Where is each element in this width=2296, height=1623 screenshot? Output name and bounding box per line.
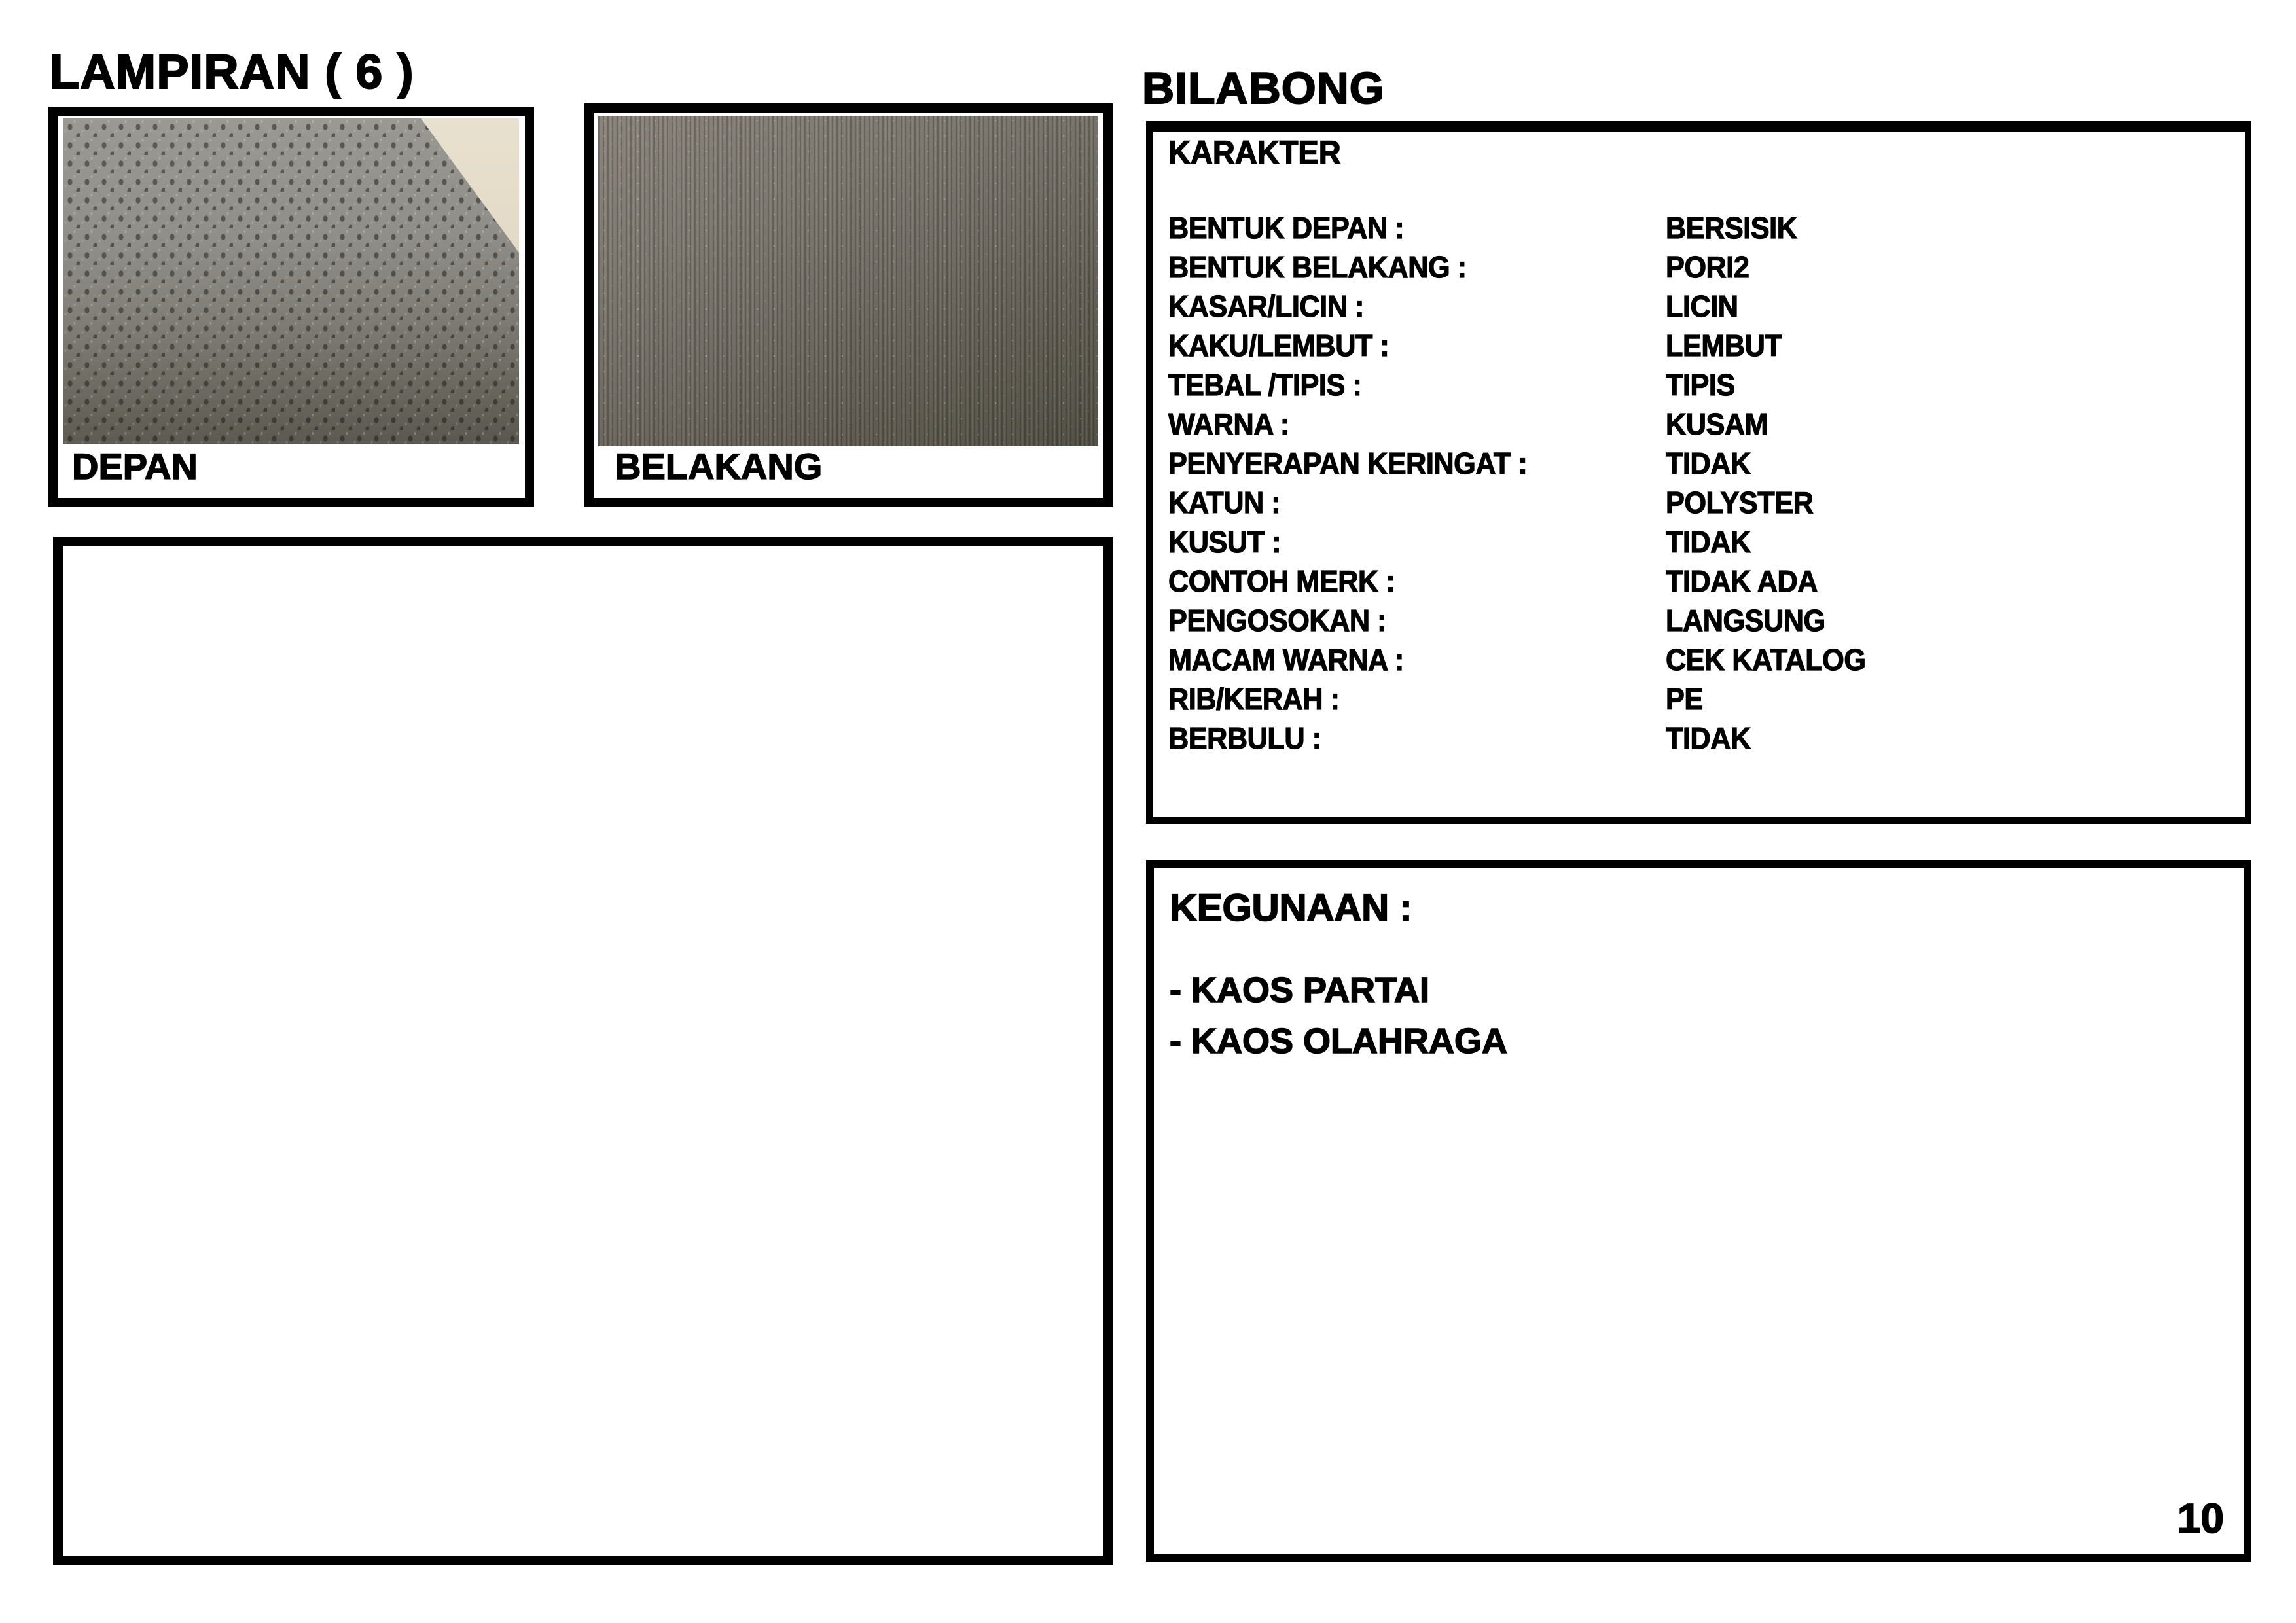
karakter-row-label: BENTUK BELAKANG :: [1168, 250, 1467, 284]
lampiran-title: LAMPIRAN ( 6 ): [50, 45, 414, 99]
karakter-row-value: TIDAK ADA: [1666, 564, 1818, 598]
karakter-row-label: KATUN :: [1168, 486, 1281, 520]
karakter-heading: KARAKTER: [1168, 134, 1341, 171]
back-photo-label: BELAKANG: [615, 446, 823, 487]
karakter-row-label: TEBAL /TIPIS :: [1168, 368, 1362, 402]
karakter-row: [1168, 679, 2238, 719]
karakter-row: [1168, 640, 2238, 679]
karakter-row-value: LANGSUNG: [1666, 603, 1825, 637]
karakter-row-label: MACAM WARNA :: [1168, 643, 1404, 677]
karakter-row-value: KUSAM: [1666, 407, 1768, 441]
empty-notes-box: [53, 537, 1113, 1565]
karakter-row-value: TIDAK: [1666, 721, 1751, 755]
back-fabric-photo-frame: [584, 103, 1113, 507]
karakter-row: [1168, 522, 2238, 562]
karakter-row-value: CEK KATALOG: [1666, 643, 1866, 677]
karakter-row-label: PENGOSOKAN :: [1168, 603, 1387, 637]
karakter-row: [1168, 365, 2238, 404]
karakter-row: [1168, 208, 2238, 247]
front-fabric-photo-frame: [48, 107, 534, 507]
karakter-row-label: BENTUK DEPAN :: [1168, 211, 1405, 245]
karakter-row-label: KASAR/LICIN :: [1168, 289, 1364, 323]
karakter-row: [1168, 719, 2238, 758]
karakter-row-value: PE: [1666, 682, 1703, 716]
kegunaan-heading: KEGUNAAN :: [1170, 887, 1412, 929]
karakter-row: [1168, 483, 2238, 522]
karakter-box: [1146, 121, 2251, 824]
karakter-row-value: TIDAK: [1666, 525, 1751, 559]
karakter-row-label: BERBULU :: [1168, 721, 1321, 755]
karakter-row-label: PENYERAPAN KERINGAT :: [1168, 446, 1528, 480]
front-fabric-photo: [63, 118, 519, 444]
karakter-row: [1168, 444, 2238, 483]
karakter-row: [1168, 601, 2238, 640]
karakter-row: [1168, 404, 2238, 444]
back-fabric-photo: [598, 116, 1098, 446]
karakter-row-value: BERSISIK: [1666, 211, 1797, 245]
karakter-row: [1168, 562, 2238, 601]
karakter-row: [1168, 326, 2238, 365]
photo-background-corner: [421, 118, 519, 253]
karakter-row: [1168, 247, 2238, 287]
karakter-row-label: CONTOH MERK :: [1168, 564, 1395, 598]
page-number: 10: [2177, 1495, 2224, 1542]
kegunaan-item: - KAOS OLAHRAGA: [1170, 1022, 1507, 1061]
karakter-row-label: KAKU/LEMBUT :: [1168, 329, 1390, 363]
karakter-row-value: TIPIS: [1666, 368, 1735, 402]
kegunaan-items: [1170, 965, 1507, 1067]
kegunaan-box: [1146, 860, 2251, 1562]
karakter-row-label: WARNA :: [1168, 407, 1289, 441]
karakter-row-value: POLYSTER: [1666, 486, 1814, 520]
karakter-row-value: PORI2: [1666, 250, 1749, 284]
karakter-row: [1168, 287, 2238, 326]
front-photo-label: DEPAN: [72, 446, 198, 487]
karakter-row-label: RIB/KERAH :: [1168, 682, 1340, 716]
karakter-row-value: TIDAK: [1666, 446, 1751, 480]
karakter-row-value: LICIN: [1666, 289, 1738, 323]
karakter-row-value: LEMBUT: [1666, 329, 1782, 363]
karakter-rows: [1168, 208, 2238, 758]
kegunaan-item: - KAOS PARTAI: [1170, 971, 1429, 1010]
brand-title: BILABONG: [1142, 63, 1385, 113]
karakter-row-label: KUSUT :: [1168, 525, 1282, 559]
